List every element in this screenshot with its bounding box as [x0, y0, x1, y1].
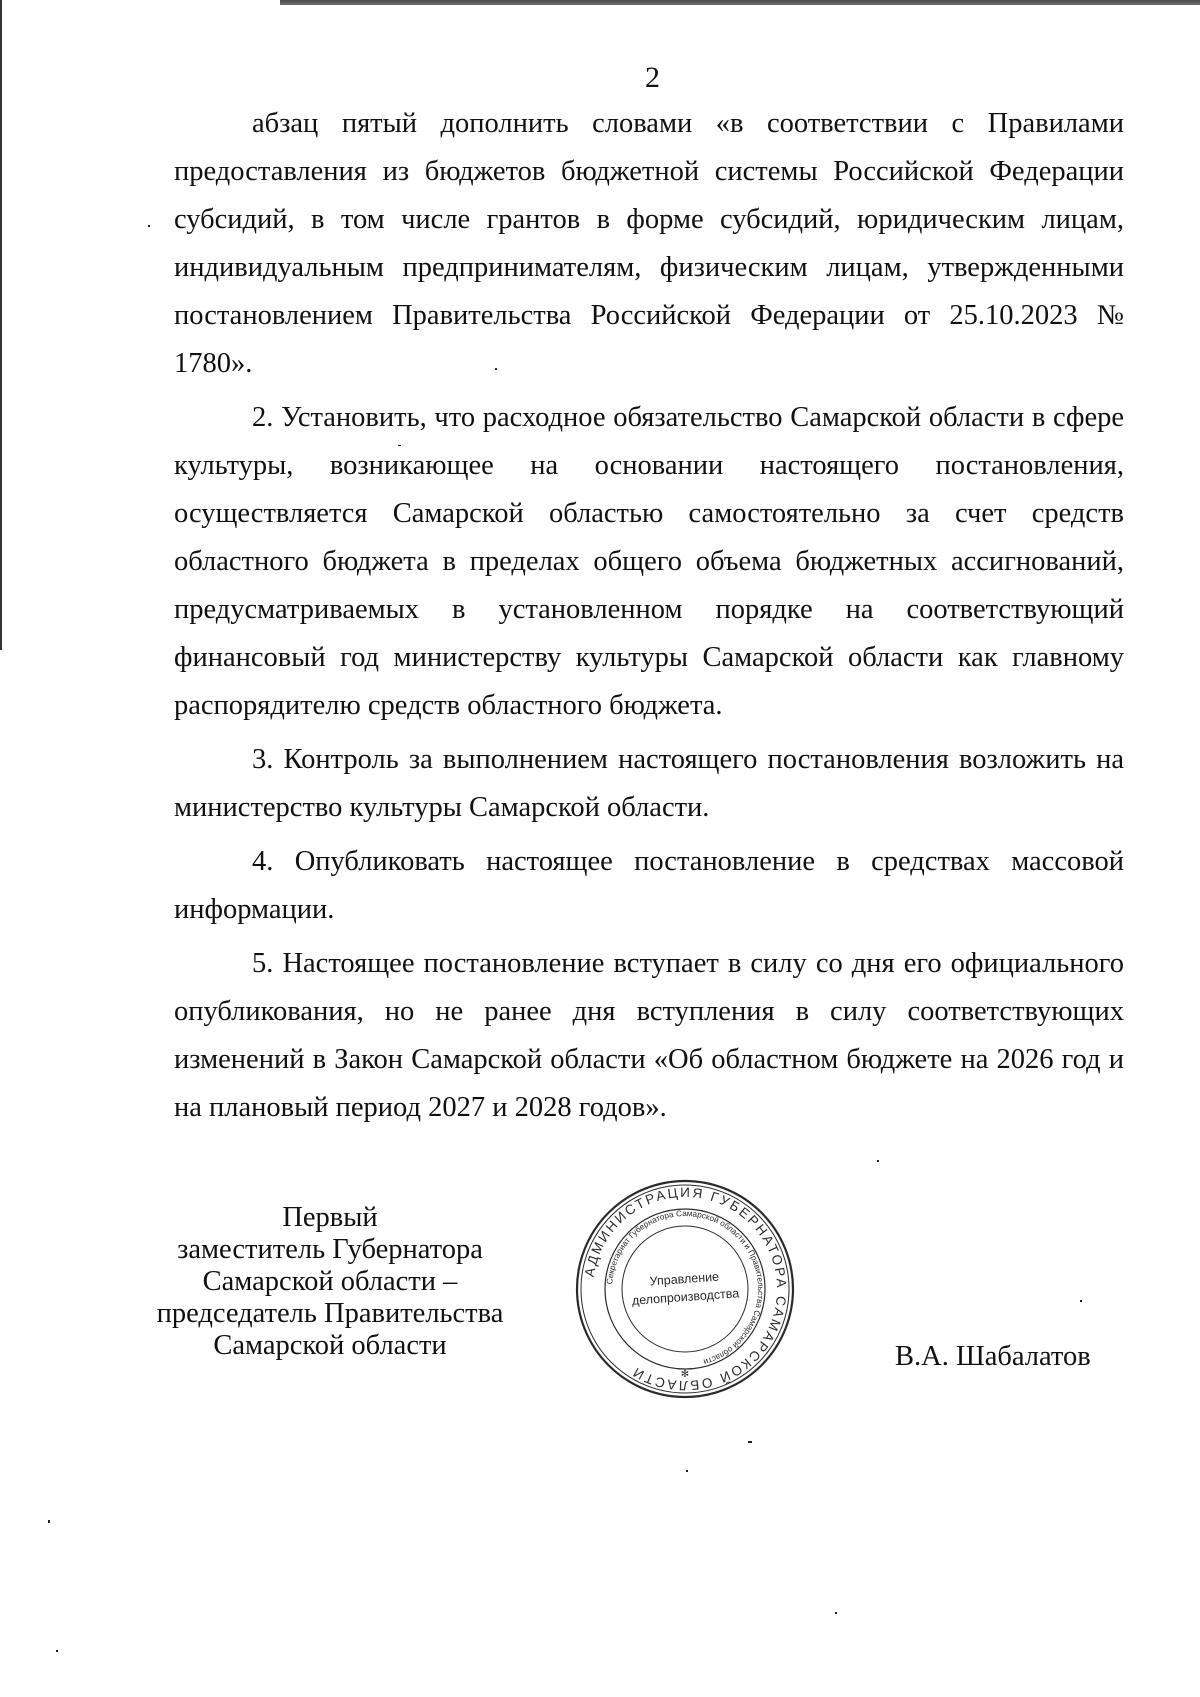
seal-outer-text: АДМИНИСТРАЦИЯ ГУБЕРНАТОРА САМАРСКОЙ ОБЛАСТИ: [581, 1184, 790, 1394]
paragraph-amendment: абзац пятый дополнить словами «в соответствии с Правилами предоставления из бюджетов бюджетной системы Российской Федерации субсидий, в том числе грантов в форме субсидий, юридическим лицам, индивидуальным предпринимателям, физическим лицам, утвержденными постановлением Правительства Российской Федерации от 25.10.2023 № 1780».: [174, 108, 1124, 379]
scan-speck: [1080, 1300, 1082, 1302]
scan-speck: [495, 368, 497, 370]
svg-text:Секретариат Губернатора Самарс: [605, 1209, 765, 1367]
paragraph-4: 4. Опубликовать настоящее постановление в средствах массовой информации.: [174, 846, 1124, 925]
scan-speck: [835, 1612, 837, 1614]
scan-speck: [48, 1520, 50, 1523]
signatory-position: [150, 1202, 510, 1362]
seal-inner-text: Секретариат Губернатора Самарской области и Правительства Самарской области: [605, 1208, 766, 1367]
scan-speck: [56, 1650, 58, 1652]
signatory-name: В.А. Шабалатов: [895, 1341, 1091, 1372]
scan-speck: [877, 1160, 879, 1162]
document-body: [174, 100, 1124, 1138]
signatory-position-line: председатель Правительства: [156, 1298, 504, 1329]
signatory-position-line: Первый: [282, 1202, 378, 1233]
scan-speck: [398, 445, 401, 446]
scan-edge-top: [280, 0, 1200, 5]
paragraph-5: 5. Настоящее постановление вступает в силу со дня его официального опубликования, но не ранее дня вступления в силу соответствующих изменений в Закон Самарской области «Об областном бюджете на 2026 год и на плановый период 2027 и 2028 годов».: [174, 948, 1124, 1123]
scan-speck: [148, 225, 150, 227]
scan-speck: [686, 1470, 688, 1472]
paragraph-2: 2. Установить, что расходное обязательство Самарской области в сфере культуры, возникающее на основании настоящего постановления, осуществляется Самарской областью самостоятельно за счет средств областного бюджета в пределах общего объема бюджетных ассигнований, предусматриваемых в установленном порядке на соответствующий финансовый год министерству культуры Самарской области как главному распорядителю средств областного бюджета.: [174, 402, 1124, 721]
signatory-position-line: Самарской области –: [202, 1266, 458, 1297]
seal-center-line2: делопроизводства: [631, 1286, 740, 1308]
official-seal-stamp: [566, 1177, 804, 1401]
signatory-position-line: Самарской области: [213, 1330, 447, 1361]
svg-text:✻: ✻: [680, 1369, 690, 1380]
seal-center-line1: Управление: [649, 1269, 720, 1289]
scan-speck: [748, 1441, 752, 1443]
page-number: 2: [645, 61, 660, 94]
paragraph-3: 3. Контроль за выполнением настоящего постановления возложить на министерство культуры Самарской области.: [174, 744, 1124, 823]
signatory-position-line: заместитель Губернатора: [177, 1234, 483, 1265]
seal-graphic: [566, 1177, 804, 1401]
